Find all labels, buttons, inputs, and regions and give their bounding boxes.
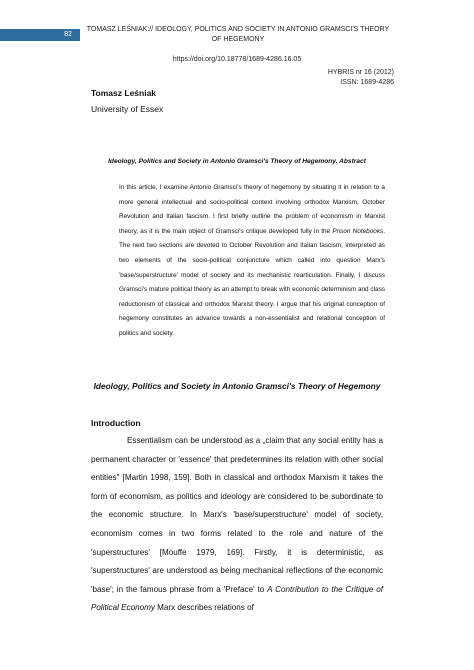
- abstract-text-part-2: . The next two sections are devoted to October Revolution and Italian fascism, interpreted as two elements of the socio-political conjuncture which called into question Marx's 'base/superstructure' model of society and its mechanistic rearticulation. Finally, I discuss Gramsci's mature political theory as an attempt to break with economic determinism and class reductionism of classical and orthodox Marxist theory. I argue that his original conception of hegemony constitutes an advance towards a non-essentialist and relational conception of politics and society.: [119, 227, 385, 337]
- body-paragraph: [91, 432, 383, 618]
- page-number-badge: [0, 29, 80, 41]
- section-heading: Introduction: [91, 418, 141, 428]
- author-affiliation: University of Essex: [91, 104, 164, 114]
- journal-issn: ISSN: 1689-4286: [340, 79, 394, 86]
- running-head: TOMASZ LEŚNIAK:// IDEOLOGY, POLITICS AND SOCIETY IN ANTONIO GRAMSCI'S THEORY OF HEGEMONY: [86, 26, 390, 43]
- abstract-text: [119, 181, 385, 342]
- body-italic-title: A Contribution to the Critique of Political Economy: [91, 584, 383, 613]
- body-paragraph-part-1: Essentialism can be understood as a „claim that any social entity has a permanent character or 'essence' that predetermines its relation with other social entities" [Martin 1998, 159]. Both in classical and orthodox Marxism it takes the form of economism, as politics and ideology are considered to be subordinate to the economic structure. In Marx's 'base/superstructure' model of society, economism comes in two forms related to the role and nature of the 'superstructures' [Mouffe 1979, 169]. Firstly, it is deterministic, as 'superstructures' are understood as being mechanical reflections of the economic 'base'; in the famous phrase from a 'Preface' to: [91, 436, 383, 594]
- journal-info: [328, 68, 394, 88]
- journal-issue: HYBRIS nr 16 (2012): [327, 69, 394, 76]
- page-number: 82: [64, 31, 72, 38]
- body-paragraph-end: Marx describes relations of: [154, 603, 254, 613]
- abstract-title: Ideology, Politics and Society in Antonio Gramsci's Theory of Hegemony. Abstract: [108, 158, 366, 165]
- abstract-text-part-1: In this article, I examine Antonio Gramsci's theory of hegemony by situating it in relation to a more general intellectual and socio-political context involving orthodox Marxism, October Revolution and Italian fascism. I first briefly outline the problem of economism in Marxist theory, as it is the main object of Gramsci's critique developed fully in the: [119, 184, 385, 235]
- abstract-italic-title: Prison Notebooks: [332, 227, 384, 235]
- doi-link[interactable]: https://doi.org/10.18778/1689-4286.16.05: [172, 56, 302, 63]
- author-name: Tomasz Leśniak: [91, 88, 157, 98]
- article-title: Ideology, Politics and Society in Antonio Gramsci's Theory of Hegemony: [93, 381, 381, 391]
